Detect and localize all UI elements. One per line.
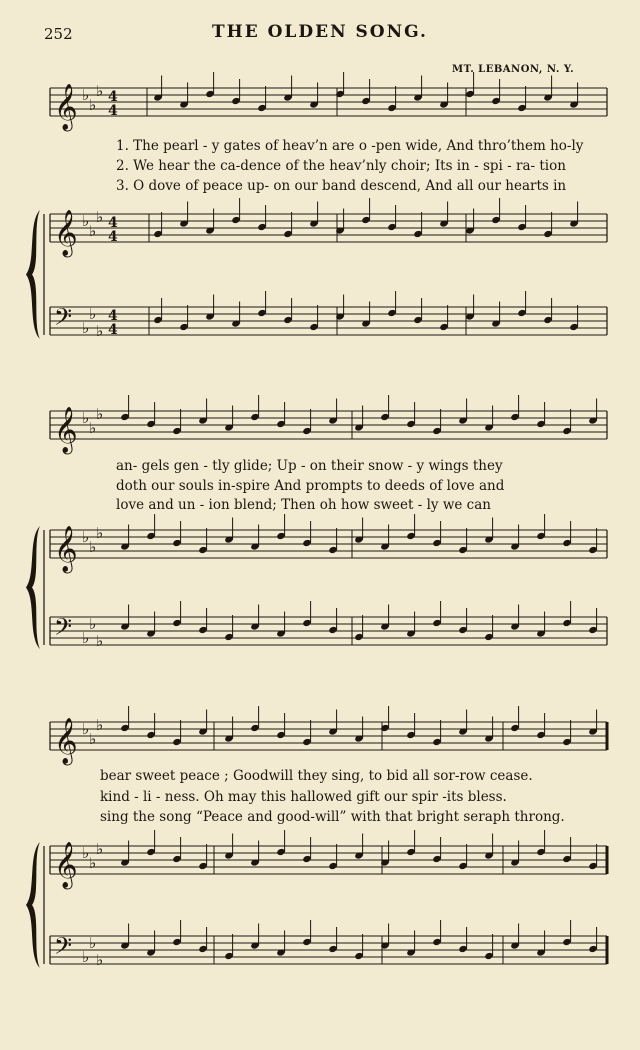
piano-brace-icon	[26, 526, 40, 649]
flat-icon: ♭	[82, 528, 90, 546]
flat-icon: ♭	[89, 305, 97, 323]
flat-icon: ♭	[89, 854, 97, 872]
flat-icon: ♭	[89, 538, 97, 556]
flat-icon: ♭	[82, 948, 90, 966]
flat-icon: ♭	[89, 419, 97, 437]
page-title: THE OLDEN SONG.	[212, 22, 428, 42]
lyric-line-1-3: 3. O dove of peace up- on our band descend, And all our hearts in	[116, 178, 567, 194]
flat-icon: ♭	[96, 840, 104, 858]
time-sig-top: 4	[108, 308, 118, 324]
flat-icon: ♭	[82, 844, 90, 862]
treble-clef-icon: 𝄞	[54, 526, 78, 572]
lyric-line-3-2: kind - li - ness. Oh may this hallowed gift our spir -its bless.	[100, 789, 507, 805]
flat-icon: ♭	[82, 319, 90, 337]
lyric-line-2-3: love and un - ion blend; Then oh how sweet - ly we can	[116, 497, 491, 513]
lyric-line-3-3: sing the song “Peace and good-will” with that bright seraph throng.	[100, 809, 565, 825]
time-sig-bottom: 4	[108, 322, 118, 338]
treble-clef-icon: 𝄞	[54, 407, 78, 453]
lyric-line-3-1: bear sweet peace ; Goodwill they sing, to bid all sor-row cease.	[100, 768, 533, 784]
lyric-line-2-1: an- gels gen - tly glide; Up - on their snow - y wings they	[116, 458, 503, 474]
flat-icon: ♭	[82, 720, 90, 738]
flat-icon: ♭	[82, 629, 90, 647]
flat-icon: ♭	[82, 86, 90, 104]
lyric-line-1-2: 2. We hear the ca-dence of the heav’nly choir; Its in - spi - ra- tion	[116, 158, 566, 174]
flat-icon: ♭	[89, 730, 97, 748]
flat-icon: ♭	[96, 82, 104, 100]
bass-clef-icon: 𝄢	[54, 932, 73, 965]
lyric-line-2-2: doth our souls in-spire And prompts to deeds of love and	[116, 478, 505, 494]
treble-clef-icon: 𝄞	[54, 718, 78, 764]
flat-icon: ♭	[89, 615, 97, 633]
flat-icon: ♭	[89, 934, 97, 952]
page-number: 252	[44, 25, 73, 43]
flat-icon: ♭	[82, 212, 90, 230]
lyric-line-1-1: 1. The pearl - y gates of heav’n are o -pen wide, And thro’them ho-ly	[116, 138, 584, 154]
flat-icon: ♭	[82, 409, 90, 427]
treble-clef-icon: 𝄞	[54, 210, 78, 256]
flat-icon: ♭	[89, 222, 97, 240]
flat-icon: ♭	[96, 632, 104, 650]
time-sig-bottom: 4	[108, 229, 118, 245]
bass-clef-icon: 𝄢	[54, 613, 73, 646]
treble-clef-icon: 𝄞	[54, 84, 78, 130]
bass-clef-icon: 𝄢	[54, 303, 73, 336]
treble-clef-icon: 𝄞	[54, 842, 78, 888]
piano-brace-icon	[26, 210, 40, 339]
flat-icon: ♭	[96, 524, 104, 542]
tune-source: MT. LEBANON, N. Y.	[452, 64, 575, 75]
flat-icon: ♭	[96, 716, 104, 734]
flat-icon: ♭	[89, 96, 97, 114]
time-sig-top: 4	[108, 215, 118, 231]
time-sig-top: 4	[108, 89, 118, 105]
piano-brace-icon	[26, 842, 40, 968]
flat-icon: ♭	[96, 208, 104, 226]
flat-icon: ♭	[96, 951, 104, 969]
flat-icon: ♭	[96, 405, 104, 423]
flat-icon: ♭	[96, 322, 104, 340]
time-sig-bottom: 4	[108, 103, 118, 119]
